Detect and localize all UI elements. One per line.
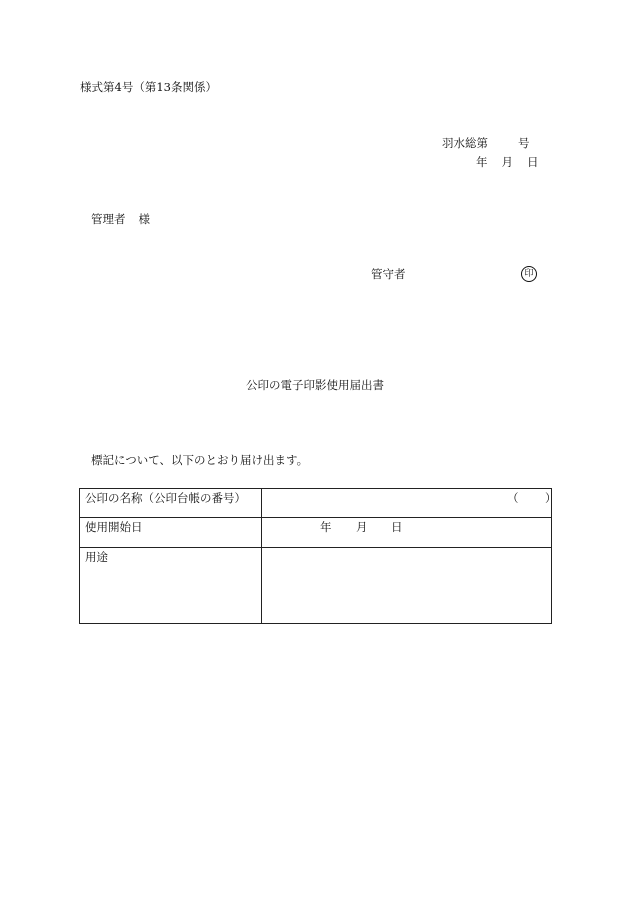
- register-number-close-paren: ）: [545, 491, 557, 505]
- seal-name-label: 公印の名称（公印台帳の番号）: [80, 489, 262, 518]
- document-date: [476, 157, 539, 169]
- table-row-start-date: [80, 518, 552, 548]
- purpose-field[interactable]: [262, 548, 552, 624]
- document-number-prefix: 羽水総第: [442, 136, 488, 150]
- start-date-day: 日: [391, 520, 403, 534]
- table-row-purpose: [80, 548, 552, 624]
- document-number-suffix: 号: [518, 136, 530, 150]
- addressee-title: 管理者: [91, 212, 126, 226]
- custodian-label: 管守者: [371, 267, 406, 281]
- document-number: [442, 138, 530, 150]
- seal-name-field[interactable]: [262, 489, 557, 518]
- intro-text: 標記について、以下のとおり届け出ます。: [91, 453, 309, 467]
- addressee-honorific: 様: [138, 212, 150, 226]
- seal-icon: 印: [521, 266, 537, 282]
- start-date-field[interactable]: [262, 518, 552, 548]
- table-row-seal-name: [80, 489, 552, 518]
- addressee: [91, 214, 150, 226]
- date-day: 日: [527, 155, 539, 169]
- form-number: 様式第4号（第13条関係）: [80, 80, 217, 94]
- info-table: [79, 488, 557, 624]
- date-year: 年: [476, 155, 488, 169]
- date-month: 月: [501, 155, 513, 169]
- start-date-month: 月: [356, 520, 368, 534]
- document-title: 公印の電子印影使用届出書: [246, 378, 384, 392]
- purpose-label: 用途: [80, 548, 262, 624]
- start-date-label: 使用開始日: [80, 518, 262, 548]
- start-date-year: 年: [320, 520, 332, 534]
- register-number-open-paren: （: [507, 491, 519, 505]
